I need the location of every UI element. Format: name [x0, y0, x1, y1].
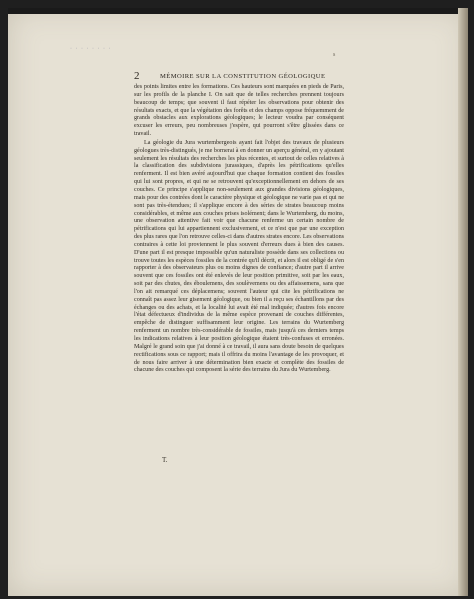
- paragraph-1: des points limites entre les formations. Ces hauteurs sont marquées en pieds de Paris, sur les profils de la planche I. On sait que de telles recherches prennent toujours beaucoup de temps; que souvent il faut répéter les observations pour obtenir des résultats exacts, et que la végétation des forêts et des champs oppose fréquemment de grands obstacles aux explorations géologiques; le lecteur voudra par conséquent excuser les erreurs, peu nombreuses j'espère, qui pourront s'être glissées dans ce travail.: [134, 84, 344, 138]
- page-number: 2: [134, 70, 140, 82]
- body-text: [134, 84, 344, 375]
- library-stamp: · · · · · · · ·: [70, 46, 112, 52]
- book-spine-shadow: [458, 8, 468, 596]
- scan-top-border: [8, 8, 468, 14]
- page-header: [134, 72, 344, 84]
- running-title: MÉMOIRE SUR LA CONSTITUTION GÉOLOGIQUE: [160, 73, 326, 80]
- signature-mark: T.: [162, 456, 168, 464]
- page-marker: s: [333, 52, 336, 58]
- paragraph-2: La géologie du Jura wurtembergeois ayant fait l'objet des travaux de plusieurs géologues très-distingués, je me bornerai à en donner un aperçu général, en y ajoutant seulement les résultats des recherches les plus récentes, et surtout de celles relatives à la classification des subdivisions jurassiques, d'après les pétrifications qu'elles renferment. Il est bien avéré aujourd'hui que chaque formation contient des fossiles qui lui sont propres, et qui ne se retrouvent qu'exceptionnellement en dehors de ses couches. Ce principe s'applique non-seulement aux grandes divisions géologiques, mais pour des contrées dont le caractère physique et géologique ne varie pas et qui ne sont pas très-étendues; il s'applique encore à des séries de strates beaucoup moins considérables, et même aux couches prises isolément; dans le Wurtemberg, du moins, une observation attentive fait voir que chacune renferme un certain nombre de pétrifications qui lui appartiennent exclusivement, et ce n'est que par une exception des plus rares que l'on retrouve celles-ci dans d'autres strates encore. Les observations contraires à cette loi proviennent le plus souvent d'erreurs dues à bien des causes. D'une part il est presque impossible qu'un naturaliste possède dans ses collections ou trouve toutes les espèces fossiles de la contrée qu'il décrit, et alors il est obligé de s'en rapporter à des observateurs plus ou moins dignes de confiance; d'autre part il arrive souvent que ces fossiles ont été enlevés de leur position primitive, soit par les eaux, soit par des chutes, des éboulemens, des soulèvemens ou des affaissemens, sans que l'on ait remarqué ces déplacemens; souvent l'auteur qui cite les pétrifications ne connaît pas assez leur gisement géologique, ou bien il a reçu ses échantillons par des échanges ou des achats, et la localité lui avait été mal indiquée; d'autres fois encore l'état défectueux d'individus de la même espèce provenant de couches différentes, empêche de distinguer suffisamment leur origine. Les terrains du Wurtemberg renferment un nombre très-considérable de fossiles, mais jusqu'à ces derniers temps les indications relatives à leur position géologique étaient très-confuses et erronées. Malgré le grand soin que j'ai donné à ce travail, il aura sans doute besoin de quelques rectifications sous ce rapport; mais il offrira du moins l'avantage de les provoquer, et de nous faire arriver à une détermination bien exacte et complète des fossiles de chacune des couches qui composent la série des terrains du Jura du Wurtemberg.: [134, 139, 344, 374]
